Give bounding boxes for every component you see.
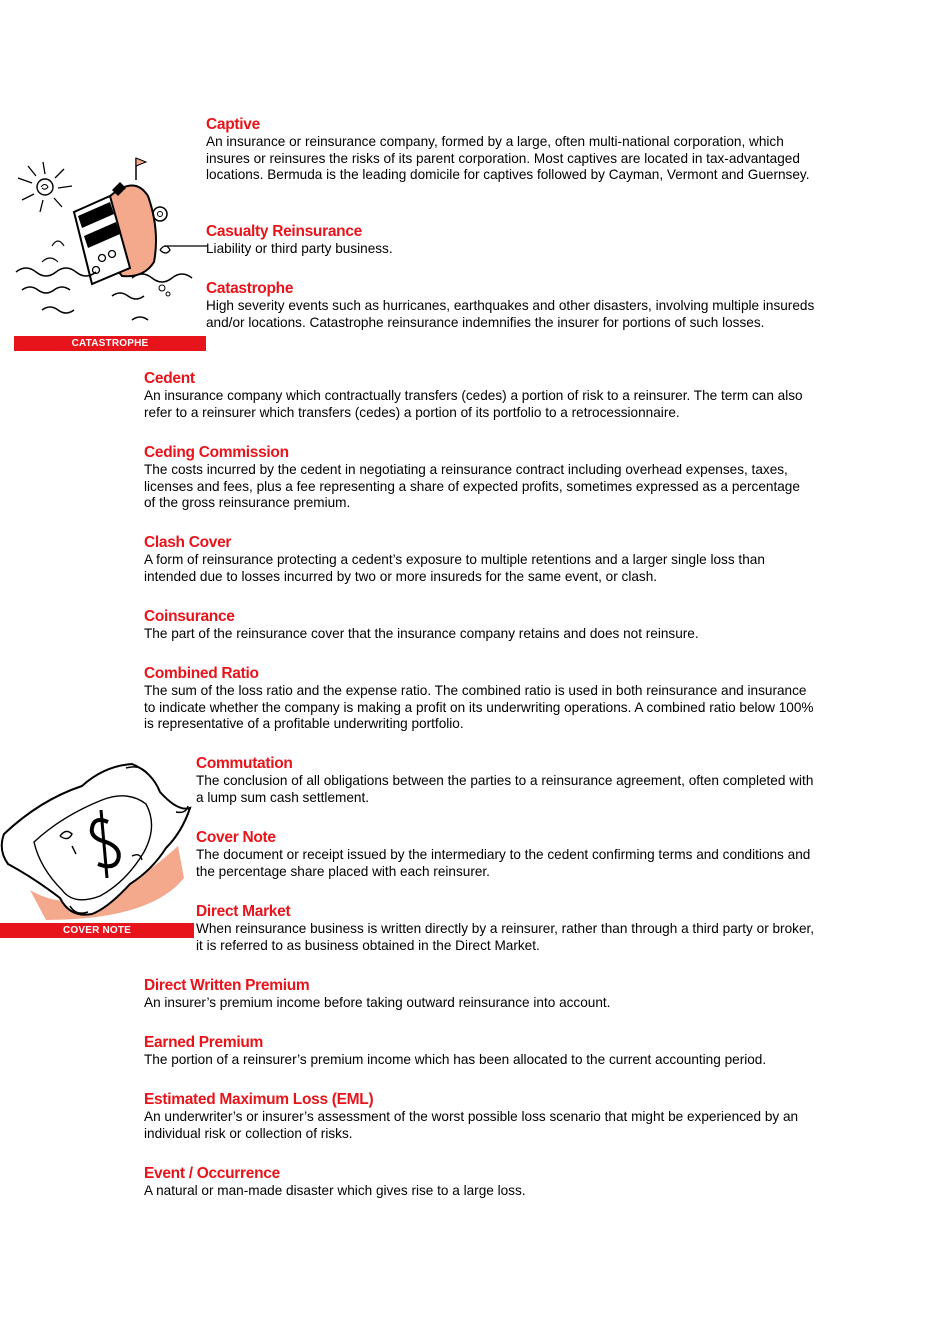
- glossary-term: Captive: [206, 116, 260, 133]
- glossary-definition: An insurer’s premium income before taking outward reinsurance into account.: [144, 995, 611, 1010]
- glossary-term: Estimated Maximum Loss (EML): [144, 1091, 374, 1108]
- glossary-definition: An insurance company which contractually transfers (cedes) a portion of risk to a reinsurer. The term can also refer to a reinsurer which transfers (cedes) a portion of its portfolio to a retrocessionnaire.: [144, 388, 803, 420]
- glossary-entry-estimated-maximum-loss: [144, 1091, 814, 1142]
- glossary-definition: The conclusion of all obligations between the parties to a reinsurance agreement, often completed with a lump sum cash settlement.: [196, 773, 814, 805]
- glossary-definition: A form of reinsurance protecting a cedent’s exposure to multiple retentions and a larger single loss than intended due to losses incurred by two or more insureds for the same event, or clash.: [144, 552, 765, 584]
- glossary-term: Casualty Reinsurance: [206, 223, 362, 240]
- glossary-term: Clash Cover: [144, 534, 232, 551]
- glossary-term: Coinsurance: [144, 608, 235, 625]
- glossary-entry-ceding-commission: [144, 444, 814, 512]
- glossary-entry-direct-market: [196, 903, 816, 954]
- glossary-term: Ceding Commission: [144, 444, 289, 461]
- sinking-ship-icon: [12, 150, 208, 336]
- glossary-definition: When reinsurance business is written directly by a reinsurer, rather than through a third party or broker, it is referred to as business obtained in the Direct Market.: [196, 921, 815, 953]
- glossary-definition: High severity events such as hurricanes, earthquakes and other disasters, involving multiple insureds and/or locations. Catastrophe reinsurance indemnifies the insurer for portions of such losses.: [206, 298, 815, 330]
- cover-note-illustration: [0, 760, 194, 938]
- glossary-definition: An insurance or reinsurance company, formed by a large, often multi-national corporation, which insures or reinsures the risks of its parent corporation. Most captives are located in tax-advantaged locations. Bermuda is the leading domicile for captives followed by Cayman, Vermont and Guernsey.: [206, 134, 810, 183]
- glossary-term: Direct Written Premium: [144, 977, 310, 994]
- glossary-definition: A natural or man-made disaster which gives rise to a large loss.: [144, 1183, 526, 1198]
- cover-note-label: COVER NOTE: [0, 923, 194, 938]
- catastrophe-illustration: [12, 150, 208, 352]
- glossary-entry-commutation: [196, 755, 816, 806]
- glossary-definition: An underwriter’s or insurer’s assessment of the worst possible loss scenario that might be experienced by an individual risk or collection of risks.: [144, 1109, 799, 1141]
- glossary-term: Combined Ratio: [144, 665, 259, 682]
- catastrophe-label: CATASTROPHE: [14, 336, 206, 351]
- glossary-term: Direct Market: [196, 903, 291, 920]
- glossary-entry-event-occurrence: [144, 1165, 814, 1200]
- glossary-entry-direct-written-premium: [144, 977, 814, 1012]
- glossary-entry-combined-ratio: [144, 665, 814, 733]
- glossary-term: Catastrophe: [206, 280, 294, 297]
- glossary-term: Commutation: [196, 755, 293, 772]
- glossary-entry-cover-note: [196, 829, 816, 880]
- banknote-bundle-icon: [0, 760, 194, 922]
- glossary-entry-captive: [206, 116, 816, 184]
- glossary-definition: The document or receipt issued by the intermediary to the cedent confirming terms and conditions and the percentage share placed with each reinsurer.: [196, 847, 811, 879]
- glossary-definition: The portion of a reinsurer’s premium income which has been allocated to the current accounting period.: [144, 1052, 767, 1067]
- glossary-entry-casualty-reinsurance: [206, 223, 816, 258]
- glossary-entry-earned-premium: [144, 1034, 814, 1069]
- glossary-term: Cover Note: [196, 829, 276, 846]
- glossary-definition: The costs incurred by the cedent in negotiating a reinsurance contract including overhead expenses, taxes, licenses and fees, plus a fee representing a share of expected profits, sometimes expressed as a percentage of the gross reinsurance premium.: [144, 462, 800, 511]
- glossary-entry-catastrophe: [206, 280, 816, 331]
- glossary-term: Event / Occurrence: [144, 1165, 280, 1182]
- glossary-definition: The sum of the loss ratio and the expense ratio. The combined ratio is used in both reinsurance and insurance to indicate whether the company is making a profit on its underwriting operations. A combined ratio below 100% is representative of a profitable underwriting portfolio.: [144, 683, 814, 732]
- glossary-term: Earned Premium: [144, 1034, 263, 1051]
- glossary-definition: The part of the reinsurance cover that the insurance company retains and does not reinsure.: [144, 626, 699, 641]
- glossary-definition: Liability or third party business.: [206, 241, 393, 256]
- glossary-entry-clash-cover: [144, 534, 814, 585]
- glossary-entry-coinsurance: [144, 608, 814, 643]
- glossary-entry-cedent: [144, 370, 814, 421]
- glossary-term: Cedent: [144, 370, 195, 387]
